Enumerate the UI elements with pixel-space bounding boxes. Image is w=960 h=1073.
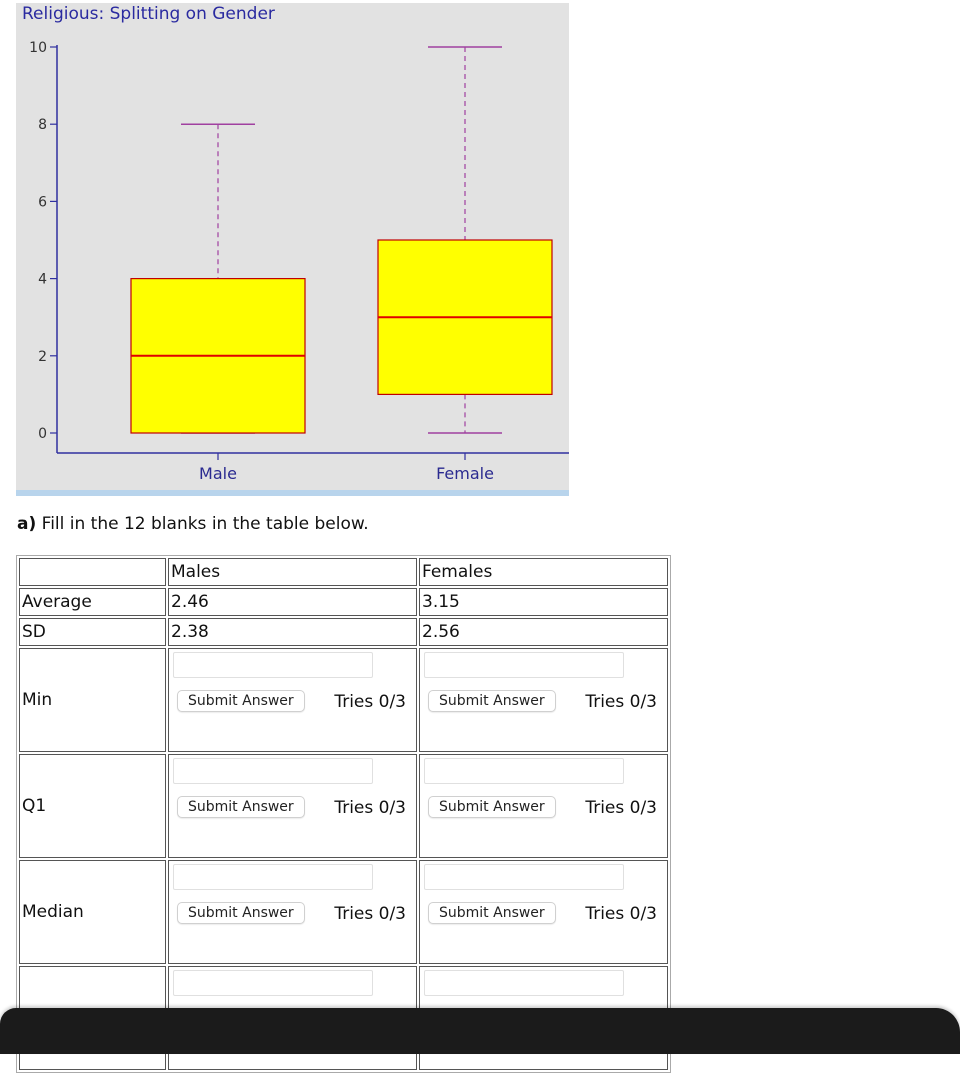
y-tick-label: 4 xyxy=(38,271,47,288)
submit-answer-button[interactable]: Submit Answer xyxy=(428,902,556,924)
males-q1-input[interactable] xyxy=(173,758,373,784)
window-bottom-edge xyxy=(0,1008,960,1054)
males-min-cell xyxy=(168,648,417,752)
x-tick-label: Male xyxy=(199,464,237,483)
females-median-cell xyxy=(419,860,668,964)
answer-table xyxy=(16,555,671,1073)
question-body: Fill in the 12 blanks in the table below. xyxy=(36,514,369,534)
table-header-row xyxy=(19,558,668,586)
table-row-median xyxy=(19,860,668,964)
tries-counter: Tries 0/3 xyxy=(334,692,406,712)
tries-counter: Tries 0/3 xyxy=(585,904,657,924)
females-median-input[interactable] xyxy=(424,864,624,890)
question-text xyxy=(17,514,369,534)
chart-bottom-band xyxy=(16,490,569,496)
y-tick-label: 8 xyxy=(38,117,47,134)
x-tick-label: Female xyxy=(436,464,494,483)
chart-title: Religious: Splitting on Gender xyxy=(22,4,275,24)
row-label: Median xyxy=(19,860,166,964)
tries-counter: Tries 0/3 xyxy=(334,798,406,818)
females-q1-input[interactable] xyxy=(424,758,624,784)
table-row-average xyxy=(19,588,668,616)
tries-counter: Tries 0/3 xyxy=(334,904,406,924)
females-sd-value: 2.56 xyxy=(419,618,668,646)
boxplot-chart xyxy=(16,3,569,496)
answer-controls xyxy=(424,792,663,818)
males-q1-cell xyxy=(168,754,417,858)
females-q3-input[interactable] xyxy=(424,970,624,996)
header-cell-males: Males xyxy=(168,558,417,586)
tries-counter: Tries 0/3 xyxy=(585,692,657,712)
y-tick-label: 10 xyxy=(29,40,47,56)
males-q3-input[interactable] xyxy=(173,970,373,996)
answer-controls xyxy=(424,686,663,712)
y-tick-label: 2 xyxy=(38,348,47,365)
row-label: Average xyxy=(19,588,166,616)
table-row-min xyxy=(19,648,668,752)
males-min-input[interactable] xyxy=(173,652,373,678)
row-label: Min xyxy=(19,648,166,752)
header-cell-empty xyxy=(19,558,166,586)
males-median-input[interactable] xyxy=(173,864,373,890)
males-average-value: 2.46 xyxy=(168,588,417,616)
y-tick-label: 6 xyxy=(38,194,47,211)
males-median-cell xyxy=(168,860,417,964)
row-label: Q1 xyxy=(19,754,166,858)
row-label: SD xyxy=(19,618,166,646)
males-sd-value: 2.38 xyxy=(168,618,417,646)
chart-svg xyxy=(16,3,569,496)
answer-controls xyxy=(173,898,412,924)
submit-answer-button[interactable]: Submit Answer xyxy=(177,902,305,924)
y-tick-label: 0 xyxy=(38,426,47,442)
submit-answer-button[interactable]: Submit Answer xyxy=(177,690,305,712)
females-average-value: 3.15 xyxy=(419,588,668,616)
females-min-input[interactable] xyxy=(424,652,624,678)
table-row-q1 xyxy=(19,754,668,858)
table-row-sd xyxy=(19,618,668,646)
females-min-cell xyxy=(419,648,668,752)
submit-answer-button[interactable]: Submit Answer xyxy=(177,796,305,818)
answer-controls xyxy=(173,792,412,818)
answer-controls xyxy=(424,898,663,924)
header-cell-females: Females xyxy=(419,558,668,586)
females-q1-cell xyxy=(419,754,668,858)
tries-counter: Tries 0/3 xyxy=(585,798,657,818)
question-label: a) xyxy=(17,514,37,534)
submit-answer-button[interactable]: Submit Answer xyxy=(428,796,556,818)
answer-controls xyxy=(173,686,412,712)
submit-answer-button[interactable]: Submit Answer xyxy=(428,690,556,712)
